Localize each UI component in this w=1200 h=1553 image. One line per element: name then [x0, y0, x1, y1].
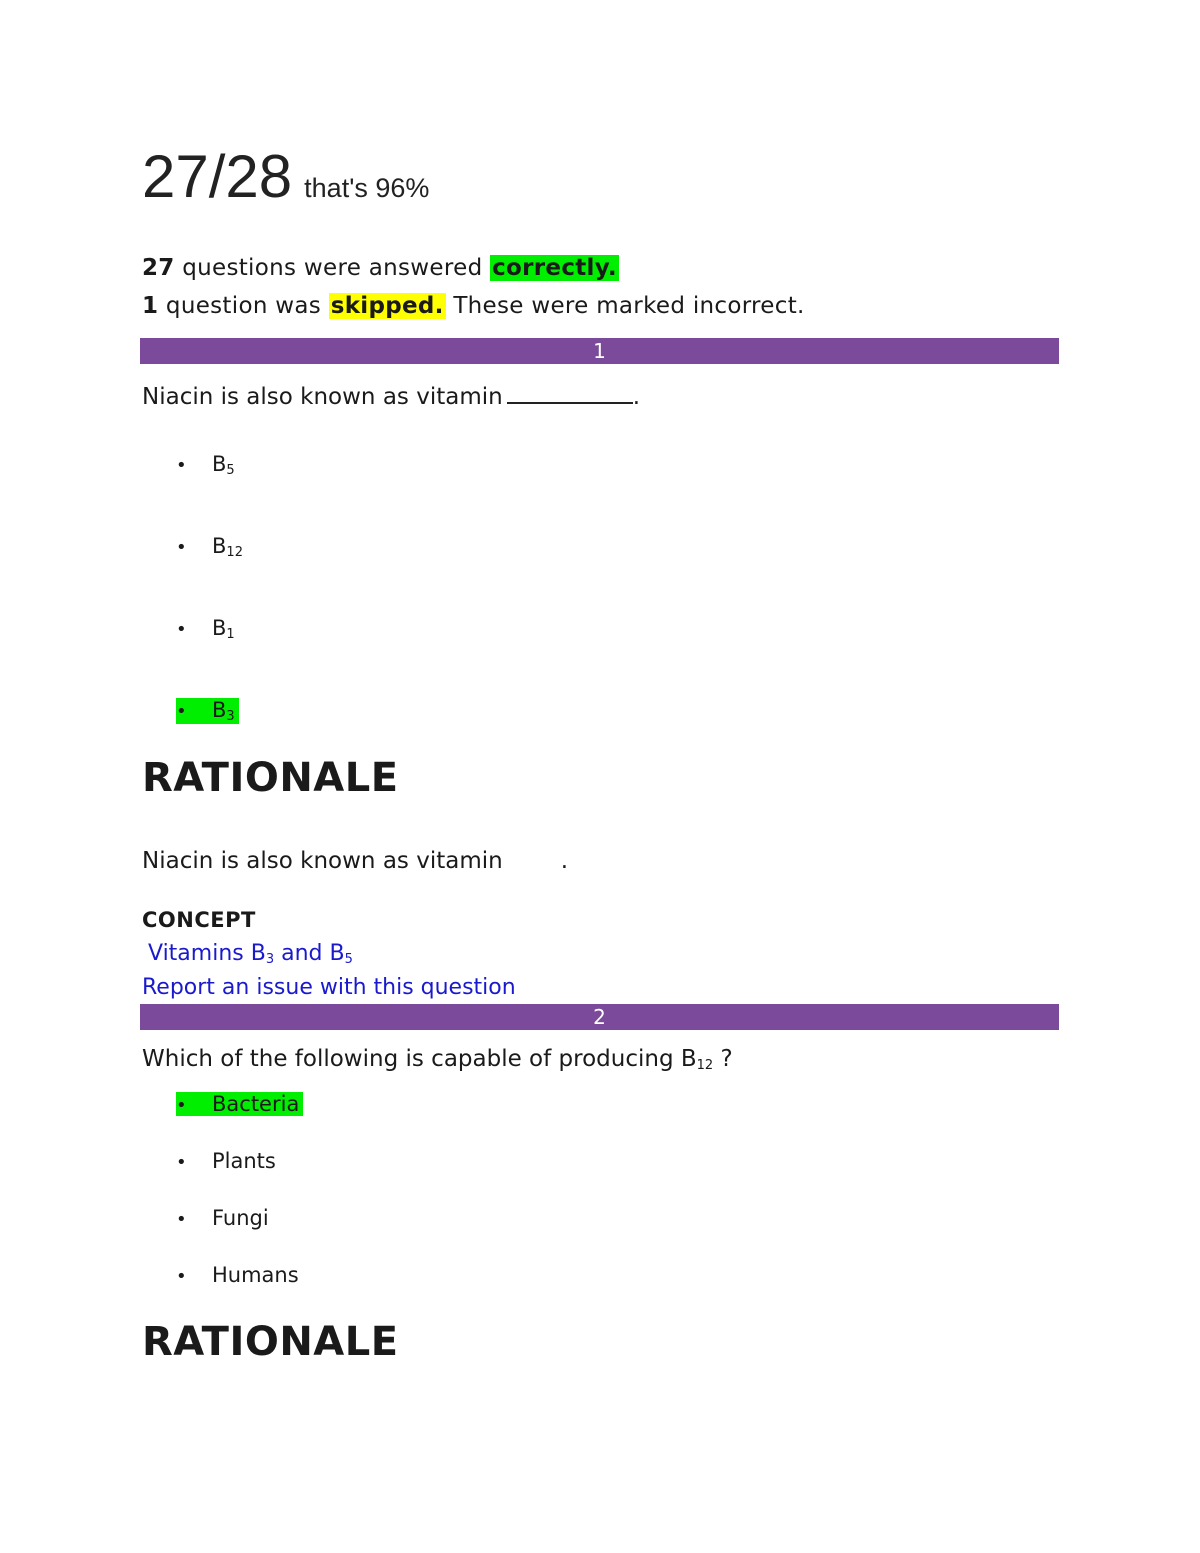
question-2-option[interactable]: • Plants [176, 1149, 276, 1173]
bullet-icon: • [176, 455, 187, 476]
bullet-icon: • [176, 1209, 187, 1230]
bullet-icon: • [176, 1095, 187, 1116]
correct-summary: 27 questions were answered correctly. [142, 255, 617, 281]
question-1-option[interactable]: • $B_{12}$ [176, 534, 243, 560]
question-1-option[interactable]: • $B_1$ [176, 616, 235, 642]
score-fraction: 27/28 [142, 143, 293, 210]
question-1-option[interactable]: • $B_5$ [176, 452, 235, 478]
score-header [142, 142, 429, 211]
skipped-count: 1 [142, 293, 159, 319]
question-2-prompt: Which of the following is capable of producing $B_{12}$ ? [142, 1046, 733, 1073]
rationale-heading: RATIONALE [142, 1319, 399, 1365]
correct-highlight: correctly. [492, 255, 617, 281]
answer-blank [507, 380, 633, 404]
concept-label: CONCEPT [142, 908, 256, 932]
question-2-option[interactable]: • Fungi [176, 1206, 269, 1230]
question-2-option[interactable]: • Humans [176, 1263, 299, 1287]
bullet-icon: • [176, 1152, 187, 1173]
bullet-icon: • [176, 537, 187, 558]
question-2-correct-option[interactable]: • Bacteria [176, 1092, 303, 1116]
score-percent: that's 96% [304, 173, 430, 203]
rationale-text: Niacin is also known as vitamin . [142, 848, 569, 874]
report-issue-link[interactable]: Report an issue with this question [142, 975, 516, 1000]
bullet-icon: • [176, 619, 187, 640]
correct-count: 27 [142, 255, 175, 281]
concept-link[interactable]: Vitamins $B_3$ and $B_5$ [148, 941, 353, 967]
question-1-prompt: Niacin is also known as vitamin . [142, 380, 640, 410]
bullet-icon: • [176, 1266, 187, 1287]
question-1-correct-option[interactable]: • $B_3$ [176, 698, 239, 724]
skipped-highlight: skipped. [330, 293, 444, 319]
rationale-heading: RATIONALE [142, 755, 399, 801]
bullet-icon: • [176, 701, 187, 722]
question-1-bar: 1 [140, 338, 1059, 364]
question-2-bar: 2 [140, 1004, 1059, 1030]
skipped-summary: 1 question was skipped. These were marked incorrect. [142, 293, 805, 319]
